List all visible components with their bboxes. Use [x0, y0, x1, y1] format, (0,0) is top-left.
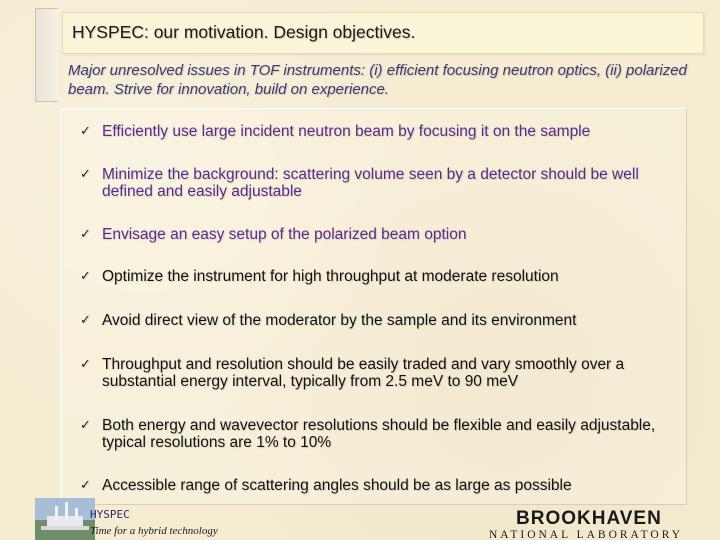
logo-sub-text: NATIONAL LABORATORY: [489, 529, 684, 540]
checkmark-icon: ✓: [80, 227, 91, 242]
objective-item: [80, 123, 680, 140]
objective-text: Envisage an easy setup of the polarized beam option: [102, 226, 467, 243]
logo-main-text: BROOKHAVEN: [516, 508, 662, 529]
checkmark-icon: ✓: [80, 313, 91, 328]
slide-subtitle: Major unresolved issues in TOF instruments: (i) efficient focusing neutron optics, (ii) polarized beam. Strive for innovation, build on experience.: [68, 62, 687, 98]
footer-tagline: Time for a hybrid technology: [90, 525, 218, 537]
objective-item: [80, 268, 680, 285]
slide-title: HYSPEC: our motivation. Design objectives.: [72, 22, 416, 42]
spallation-facility-icon: [35, 498, 95, 540]
objective-item: [80, 226, 680, 243]
objective-item: [80, 417, 680, 451]
objective-item: [80, 356, 680, 390]
checkmark-icon: ✓: [80, 269, 91, 284]
objective-item: [80, 166, 680, 200]
objective-text: Throughput and resolution should be easily traded and vary smoothly over a substantial energy interval, typically from 2.5 meV to 90 meV: [102, 356, 625, 390]
objective-text: Optimize the instrument for high throughput at moderate resolution: [102, 268, 559, 285]
checkmark-icon: ✓: [80, 124, 91, 139]
checkmark-icon: ✓: [80, 167, 91, 182]
objective-text: Both energy and wavevector resolutions should be flexible and easily adjustable, typical resolutions are 1% to 10%: [102, 417, 656, 451]
brookhaven-logo: [486, 506, 706, 540]
checkmark-icon: ✓: [80, 357, 91, 372]
objective-text: Efficiently use large incident neutron beam by focusing it on the sample: [102, 123, 591, 140]
footer-instrument-name: HYSPEC: [90, 508, 130, 521]
checkmark-icon: ✓: [80, 418, 91, 433]
objective-text: Avoid direct view of the moderator by the sample and its environment: [102, 312, 577, 329]
decorative-left-bar: [35, 8, 58, 102]
checkmark-icon: ✓: [80, 478, 91, 493]
objective-text: Accessible range of scattering angles should be as large as possible: [102, 477, 572, 494]
objective-item: [80, 312, 680, 329]
objective-item: [80, 477, 680, 494]
objective-text: Minimize the background: scattering volume seen by a detector should be well defined and easily adjustable: [102, 166, 639, 200]
